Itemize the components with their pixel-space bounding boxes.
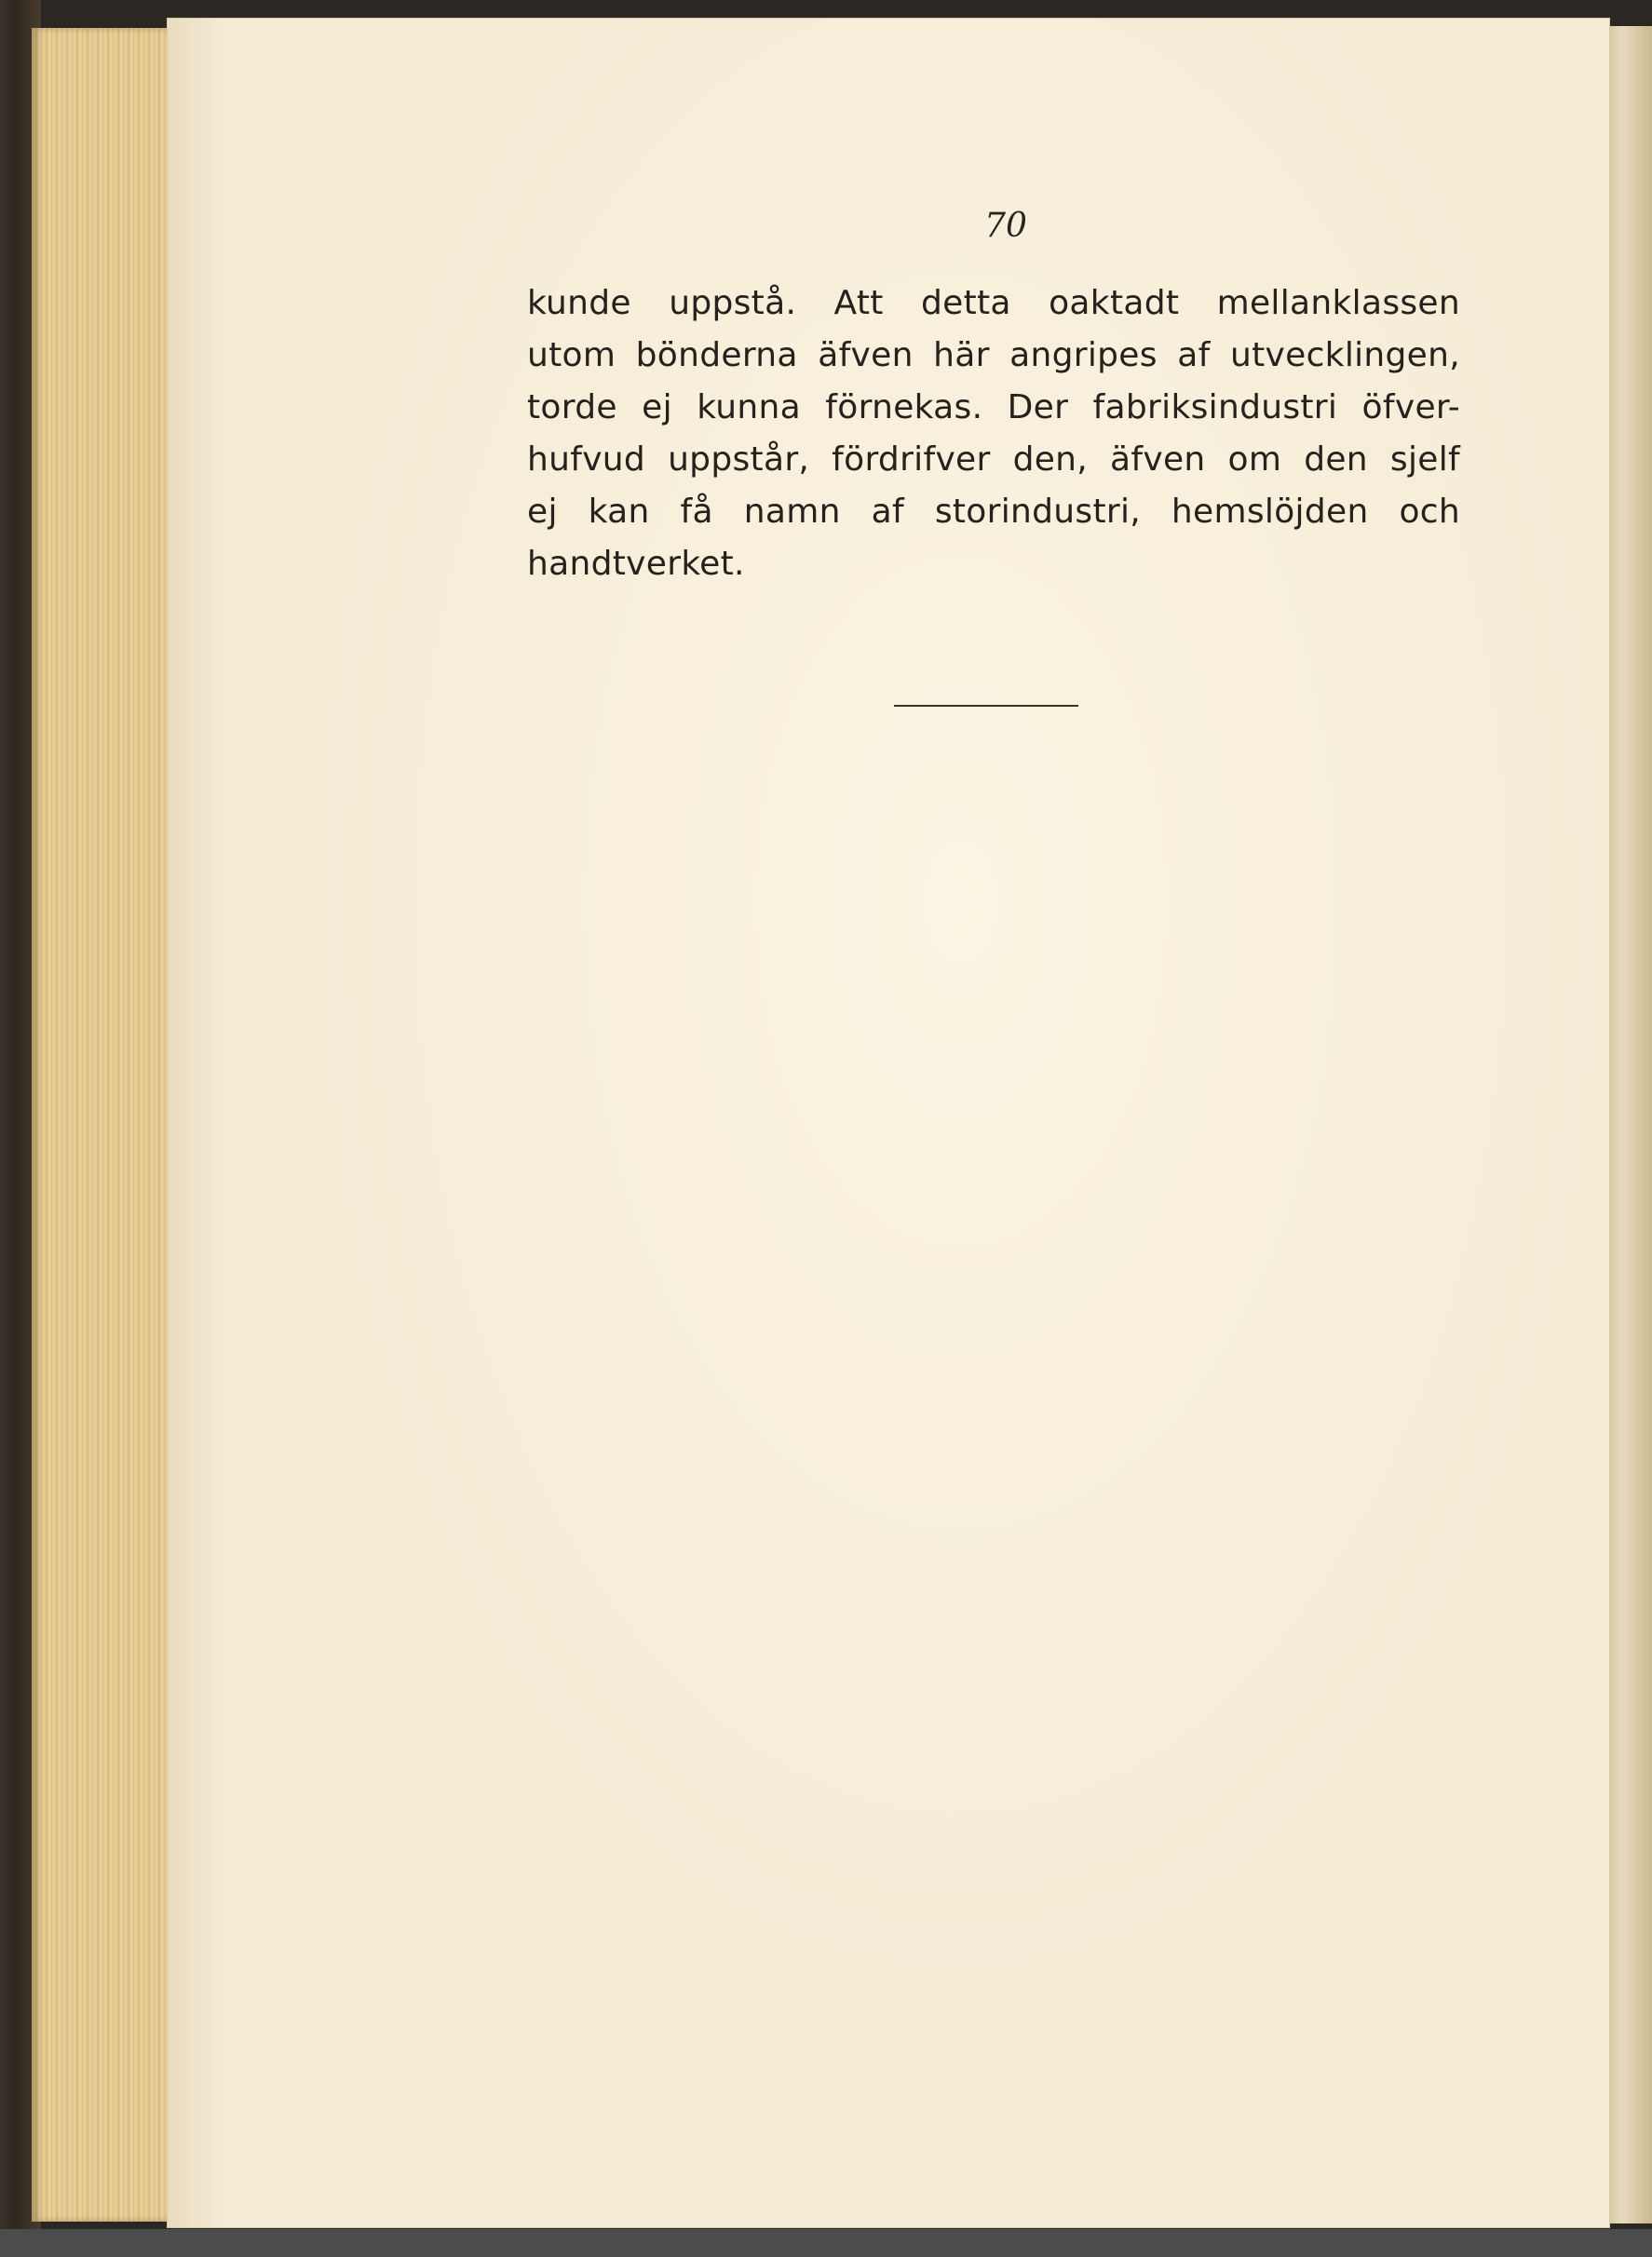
- page-edge-stack: [32, 28, 173, 2222]
- scan-background-strip: [0, 2229, 1652, 2257]
- text-line: ej kan få namn af storindustri, hemslöjden och: [527, 493, 1460, 531]
- text-line: handtverket.: [527, 545, 745, 583]
- adjacent-page-edge: [1607, 26, 1652, 2223]
- text-line: hufvud uppstår, fördrifver den, äfven om den sjelf: [527, 440, 1460, 479]
- page-number: 70: [984, 207, 1027, 245]
- body-paragraph: [527, 277, 1460, 590]
- section-divider-rule: [894, 705, 1078, 707]
- text-line: kunde uppstå. Att detta oaktadt mellanklassen: [527, 284, 1460, 322]
- text-line: torde ej kunna förnekas. Der fabriksindustri öfver-: [527, 388, 1460, 426]
- text-line: utom bönderna äfven här angripes af utvecklingen,: [527, 336, 1460, 374]
